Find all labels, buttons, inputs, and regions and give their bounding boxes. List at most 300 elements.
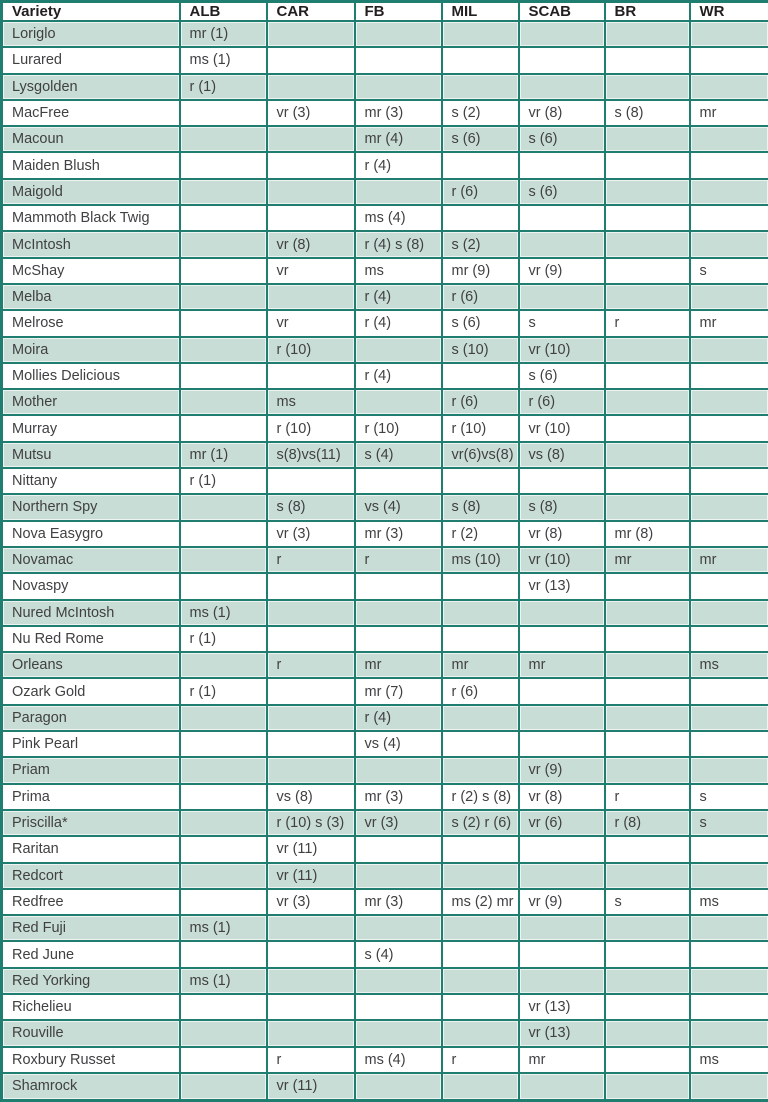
rating-cell-scab	[519, 284, 605, 310]
rating-cell-car: vr (11)	[267, 1073, 355, 1101]
rating-cell-scab	[519, 968, 605, 994]
rating-cell-br	[605, 915, 690, 941]
table-row	[2, 757, 768, 783]
table-row	[2, 573, 768, 599]
column-header-wr: WR	[690, 2, 768, 22]
rating-cell-car: r (10)	[267, 415, 355, 441]
variety-cell: Maigold	[2, 179, 180, 205]
rating-cell-scab: vr (13)	[519, 994, 605, 1020]
rating-cell-fb	[355, 863, 442, 889]
rating-cell-fb: r	[355, 547, 442, 573]
rating-cell-fb: mr	[355, 652, 442, 678]
rating-cell-alb	[180, 652, 267, 678]
rating-cell-mil: r (10)	[442, 415, 519, 441]
table-row	[2, 126, 768, 152]
rating-cell-wr	[690, 915, 768, 941]
variety-cell: Roxbury Russet	[2, 1047, 180, 1073]
rating-cell-mil	[442, 705, 519, 731]
rating-cell-scab	[519, 152, 605, 178]
rating-cell-alb	[180, 757, 267, 783]
rating-cell-scab: s	[519, 310, 605, 336]
rating-cell-car: r (10)	[267, 337, 355, 363]
rating-cell-fb: ms (4)	[355, 205, 442, 231]
rating-cell-fb: s (4)	[355, 442, 442, 468]
rating-cell-fb: r (4)	[355, 705, 442, 731]
rating-cell-wr	[690, 363, 768, 389]
rating-cell-car	[267, 205, 355, 231]
rating-cell-alb: ms (1)	[180, 600, 267, 626]
rating-cell-br	[605, 152, 690, 178]
rating-cell-mil: s (2)	[442, 100, 519, 126]
rating-cell-car	[267, 915, 355, 941]
table-row	[2, 494, 768, 520]
rating-cell-fb: r (4)	[355, 363, 442, 389]
rating-cell-br	[605, 652, 690, 678]
rating-cell-car: r	[267, 652, 355, 678]
rating-cell-alb	[180, 231, 267, 257]
rating-cell-fb: vs (4)	[355, 731, 442, 757]
table-row	[2, 784, 768, 810]
rating-cell-fb	[355, 47, 442, 73]
rating-cell-fb	[355, 994, 442, 1020]
rating-cell-wr	[690, 152, 768, 178]
rating-cell-br	[605, 468, 690, 494]
column-header-fb: FB	[355, 2, 442, 22]
rating-cell-br	[605, 21, 690, 47]
rating-cell-br	[605, 179, 690, 205]
rating-cell-alb: r (1)	[180, 626, 267, 652]
rating-cell-scab: r (6)	[519, 389, 605, 415]
rating-cell-alb	[180, 705, 267, 731]
rating-cell-car	[267, 757, 355, 783]
rating-cell-br	[605, 442, 690, 468]
rating-cell-br	[605, 941, 690, 967]
rating-cell-car	[267, 626, 355, 652]
rating-cell-fb	[355, 389, 442, 415]
rating-cell-scab: s (8)	[519, 494, 605, 520]
rating-cell-car: vr (11)	[267, 863, 355, 889]
table-row	[2, 1020, 768, 1046]
rating-cell-mil	[442, 152, 519, 178]
table-row	[2, 284, 768, 310]
rating-cell-wr	[690, 836, 768, 862]
variety-cell: McShay	[2, 258, 180, 284]
rating-cell-wr	[690, 231, 768, 257]
table-row	[2, 231, 768, 257]
rating-cell-mil	[442, 74, 519, 100]
rating-cell-scab: vr (13)	[519, 1020, 605, 1046]
rating-cell-scab	[519, 678, 605, 704]
rating-cell-alb: r (1)	[180, 678, 267, 704]
table-row	[2, 836, 768, 862]
rating-cell-wr	[690, 205, 768, 231]
rating-cell-scab: vr (6)	[519, 810, 605, 836]
rating-cell-fb	[355, 1073, 442, 1101]
table-row	[2, 678, 768, 704]
rating-cell-scab	[519, 468, 605, 494]
rating-cell-scab	[519, 74, 605, 100]
column-header-br: BR	[605, 2, 690, 22]
table-row	[2, 521, 768, 547]
rating-cell-br	[605, 731, 690, 757]
rating-cell-scab: vr (10)	[519, 337, 605, 363]
rating-cell-car	[267, 179, 355, 205]
rating-cell-wr	[690, 415, 768, 441]
rating-cell-alb	[180, 994, 267, 1020]
variety-cell: Nova Easygro	[2, 521, 180, 547]
rating-cell-wr	[690, 21, 768, 47]
table-row	[2, 1047, 768, 1073]
rating-cell-br: r (8)	[605, 810, 690, 836]
rating-cell-br	[605, 126, 690, 152]
rating-cell-fb: ms (4)	[355, 1047, 442, 1073]
rating-cell-br	[605, 258, 690, 284]
rating-cell-mil	[442, 757, 519, 783]
rating-cell-br	[605, 231, 690, 257]
rating-cell-wr	[690, 126, 768, 152]
rating-cell-mil: r	[442, 1047, 519, 1073]
rating-cell-wr	[690, 284, 768, 310]
variety-cell: Richelieu	[2, 994, 180, 1020]
rating-cell-car: vr (11)	[267, 836, 355, 862]
variety-cell: Pink Pearl	[2, 731, 180, 757]
rating-cell-scab: vr (8)	[519, 784, 605, 810]
variety-cell: Lurared	[2, 47, 180, 73]
rating-cell-mil: r (6)	[442, 284, 519, 310]
rating-cell-mil	[442, 626, 519, 652]
table-row	[2, 547, 768, 573]
rating-cell-fb: mr (3)	[355, 784, 442, 810]
rating-cell-alb	[180, 863, 267, 889]
variety-cell: Red Fuji	[2, 915, 180, 941]
rating-cell-car: vr (3)	[267, 889, 355, 915]
rating-cell-scab	[519, 731, 605, 757]
rating-cell-car: ms	[267, 389, 355, 415]
rating-cell-br	[605, 600, 690, 626]
variety-cell: Mollies Delicious	[2, 363, 180, 389]
rating-cell-br	[605, 863, 690, 889]
rating-cell-mil	[442, 968, 519, 994]
variety-cell: Red Yorking	[2, 968, 180, 994]
table-row	[2, 21, 768, 47]
table-row	[2, 47, 768, 73]
rating-cell-br	[605, 47, 690, 73]
rating-cell-fb: mr (3)	[355, 521, 442, 547]
table-row	[2, 731, 768, 757]
variety-cell: Priam	[2, 757, 180, 783]
rating-cell-br	[605, 626, 690, 652]
rating-cell-alb	[180, 310, 267, 336]
rating-cell-alb	[180, 389, 267, 415]
rating-cell-wr	[690, 74, 768, 100]
rating-cell-car	[267, 47, 355, 73]
variety-cell: Maiden Blush	[2, 152, 180, 178]
rating-cell-alb: mr (1)	[180, 21, 267, 47]
variety-cell: Macoun	[2, 126, 180, 152]
rating-cell-fb	[355, 468, 442, 494]
rating-cell-car	[267, 284, 355, 310]
variety-cell: Ozark Gold	[2, 678, 180, 704]
table-row	[2, 1073, 768, 1101]
rating-cell-mil: r (6)	[442, 389, 519, 415]
rating-cell-br	[605, 836, 690, 862]
variety-cell: Melba	[2, 284, 180, 310]
rating-cell-br	[605, 389, 690, 415]
rating-cell-mil	[442, 47, 519, 73]
rating-cell-car	[267, 731, 355, 757]
table-row	[2, 652, 768, 678]
rating-cell-wr	[690, 626, 768, 652]
rating-cell-mil: mr (9)	[442, 258, 519, 284]
variety-cell: Melrose	[2, 310, 180, 336]
rating-cell-br: r	[605, 784, 690, 810]
rating-cell-fb	[355, 179, 442, 205]
rating-cell-scab	[519, 626, 605, 652]
rating-cell-car	[267, 21, 355, 47]
rating-cell-wr	[690, 1020, 768, 1046]
rating-cell-br	[605, 284, 690, 310]
rating-cell-alb	[180, 784, 267, 810]
rating-cell-mil	[442, 915, 519, 941]
rating-cell-mil	[442, 994, 519, 1020]
variety-cell: Mother	[2, 389, 180, 415]
rating-cell-fb: mr (3)	[355, 889, 442, 915]
rating-cell-car: vr	[267, 310, 355, 336]
table-row	[2, 705, 768, 731]
rating-cell-fb	[355, 1020, 442, 1046]
rating-cell-fb: mr (3)	[355, 100, 442, 126]
table-row	[2, 889, 768, 915]
table-row	[2, 915, 768, 941]
rating-cell-mil: r (2)	[442, 521, 519, 547]
variety-cell: Nu Red Rome	[2, 626, 180, 652]
rating-cell-fb: s (4)	[355, 941, 442, 967]
rating-cell-scab: vr (8)	[519, 521, 605, 547]
rating-cell-fb: vs (4)	[355, 494, 442, 520]
variety-cell: Novaspy	[2, 573, 180, 599]
rating-cell-car: vr (8)	[267, 231, 355, 257]
rating-cell-mil	[442, 205, 519, 231]
rating-cell-scab: mr	[519, 652, 605, 678]
table-row	[2, 442, 768, 468]
rating-cell-mil: vr(6)vs(8)	[442, 442, 519, 468]
rating-cell-car: r	[267, 547, 355, 573]
column-header-scab: SCAB	[519, 2, 605, 22]
rating-cell-scab: vs (8)	[519, 442, 605, 468]
rating-cell-fb: mr (4)	[355, 126, 442, 152]
table-row	[2, 968, 768, 994]
rating-cell-alb: ms (1)	[180, 915, 267, 941]
rating-cell-mil	[442, 863, 519, 889]
rating-cell-alb	[180, 415, 267, 441]
rating-cell-fb: r (4) s (8)	[355, 231, 442, 257]
variety-cell: Novamac	[2, 547, 180, 573]
rating-cell-car	[267, 152, 355, 178]
rating-cell-scab: vr (9)	[519, 757, 605, 783]
table-row	[2, 337, 768, 363]
rating-cell-br	[605, 757, 690, 783]
rating-cell-scab: vr (9)	[519, 889, 605, 915]
rating-cell-wr	[690, 863, 768, 889]
rating-cell-wr	[690, 678, 768, 704]
rating-cell-mil: mr	[442, 652, 519, 678]
rating-cell-scab: vr (10)	[519, 547, 605, 573]
rating-cell-scab	[519, 705, 605, 731]
rating-cell-mil	[442, 363, 519, 389]
rating-cell-br: mr (8)	[605, 521, 690, 547]
variety-cell: Lysgolden	[2, 74, 180, 100]
rating-cell-br: mr	[605, 547, 690, 573]
rating-cell-fb	[355, 21, 442, 47]
variety-cell: Moira	[2, 337, 180, 363]
variety-cell: Nittany	[2, 468, 180, 494]
table-row	[2, 810, 768, 836]
rating-cell-fb: mr (7)	[355, 678, 442, 704]
rating-cell-br: s (8)	[605, 100, 690, 126]
variety-cell: Nured McIntosh	[2, 600, 180, 626]
table-row	[2, 363, 768, 389]
rating-cell-alb	[180, 889, 267, 915]
rating-cell-br	[605, 1047, 690, 1073]
rating-cell-alb	[180, 205, 267, 231]
rating-cell-car: vr (3)	[267, 521, 355, 547]
rating-cell-wr: mr	[690, 310, 768, 336]
table-row	[2, 258, 768, 284]
rating-cell-wr	[690, 468, 768, 494]
rating-cell-br	[605, 1073, 690, 1101]
rating-cell-wr: s	[690, 258, 768, 284]
rating-cell-fb	[355, 836, 442, 862]
rating-cell-mil	[442, 573, 519, 599]
rating-cell-alb	[180, 810, 267, 836]
rating-cell-mil	[442, 468, 519, 494]
rating-cell-car	[267, 968, 355, 994]
table-row	[2, 994, 768, 1020]
rating-cell-car: s (8)	[267, 494, 355, 520]
column-header-variety: Variety	[2, 2, 180, 22]
rating-cell-fb	[355, 337, 442, 363]
rating-cell-fb	[355, 626, 442, 652]
rating-cell-car: r	[267, 1047, 355, 1073]
rating-cell-scab: s (6)	[519, 126, 605, 152]
variety-cell: Paragon	[2, 705, 180, 731]
rating-cell-mil: s (2) r (6)	[442, 810, 519, 836]
rating-cell-alb: r (1)	[180, 468, 267, 494]
rating-cell-wr	[690, 968, 768, 994]
rating-cell-fb	[355, 74, 442, 100]
rating-cell-mil: r (6)	[442, 179, 519, 205]
rating-cell-mil: s (2)	[442, 231, 519, 257]
variety-cell: Redfree	[2, 889, 180, 915]
rating-cell-br	[605, 573, 690, 599]
rating-cell-car	[267, 468, 355, 494]
rating-cell-scab	[519, 21, 605, 47]
rating-cell-scab: vr (13)	[519, 573, 605, 599]
rating-cell-alb	[180, 179, 267, 205]
rating-cell-scab	[519, 47, 605, 73]
rating-cell-mil: r (2) s (8)	[442, 784, 519, 810]
rating-cell-wr: mr	[690, 100, 768, 126]
variety-cell: Priscilla*	[2, 810, 180, 836]
variety-cell: Northern Spy	[2, 494, 180, 520]
table-row	[2, 100, 768, 126]
rating-cell-br	[605, 205, 690, 231]
rating-cell-fb	[355, 573, 442, 599]
table-row	[2, 389, 768, 415]
header-row	[2, 2, 768, 22]
table-row	[2, 941, 768, 967]
rating-cell-br	[605, 994, 690, 1020]
rating-cell-alb: ms (1)	[180, 968, 267, 994]
table-row	[2, 600, 768, 626]
table-row	[2, 415, 768, 441]
rating-cell-alb	[180, 126, 267, 152]
rating-cell-wr: s	[690, 810, 768, 836]
rating-cell-scab: vr (10)	[519, 415, 605, 441]
rating-cell-car	[267, 573, 355, 599]
rating-cell-wr	[690, 941, 768, 967]
table-row	[2, 179, 768, 205]
rating-cell-br	[605, 494, 690, 520]
rating-cell-alb: mr (1)	[180, 442, 267, 468]
rating-cell-fb: ms	[355, 258, 442, 284]
rating-cell-alb	[180, 941, 267, 967]
rating-cell-mil: s (6)	[442, 126, 519, 152]
variety-cell: Mutsu	[2, 442, 180, 468]
rating-cell-scab	[519, 915, 605, 941]
rating-cell-br	[605, 1020, 690, 1046]
rating-cell-scab: s (6)	[519, 179, 605, 205]
rating-cell-mil	[442, 731, 519, 757]
rating-cell-wr	[690, 442, 768, 468]
rating-cell-br	[605, 74, 690, 100]
rating-cell-scab: vr (9)	[519, 258, 605, 284]
variety-cell: Loriglo	[2, 21, 180, 47]
rating-cell-alb	[180, 363, 267, 389]
rating-cell-alb	[180, 836, 267, 862]
column-header-alb: ALB	[180, 2, 267, 22]
rating-cell-wr	[690, 705, 768, 731]
rating-cell-car	[267, 994, 355, 1020]
rating-cell-scab	[519, 600, 605, 626]
rating-cell-wr	[690, 994, 768, 1020]
rating-cell-fb	[355, 600, 442, 626]
column-header-car: CAR	[267, 2, 355, 22]
rating-cell-car	[267, 1020, 355, 1046]
rating-cell-fb: vr (3)	[355, 810, 442, 836]
variety-cell: Murray	[2, 415, 180, 441]
rating-cell-car: s(8)vs(11)	[267, 442, 355, 468]
rating-cell-wr	[690, 600, 768, 626]
rating-cell-wr	[690, 1073, 768, 1101]
rating-cell-mil	[442, 941, 519, 967]
rating-cell-alb	[180, 1020, 267, 1046]
rating-cell-car	[267, 678, 355, 704]
table-row	[2, 863, 768, 889]
rating-cell-mil: r (6)	[442, 678, 519, 704]
rating-cell-wr	[690, 47, 768, 73]
rating-cell-scab	[519, 1073, 605, 1101]
rating-cell-wr: ms	[690, 652, 768, 678]
rating-cell-wr: s	[690, 784, 768, 810]
variety-cell: Red June	[2, 941, 180, 967]
rating-cell-wr: ms	[690, 1047, 768, 1073]
variety-cell: Orleans	[2, 652, 180, 678]
rating-cell-fb: r (4)	[355, 284, 442, 310]
table-row	[2, 310, 768, 336]
rating-cell-wr: mr	[690, 547, 768, 573]
rating-cell-mil	[442, 1073, 519, 1101]
